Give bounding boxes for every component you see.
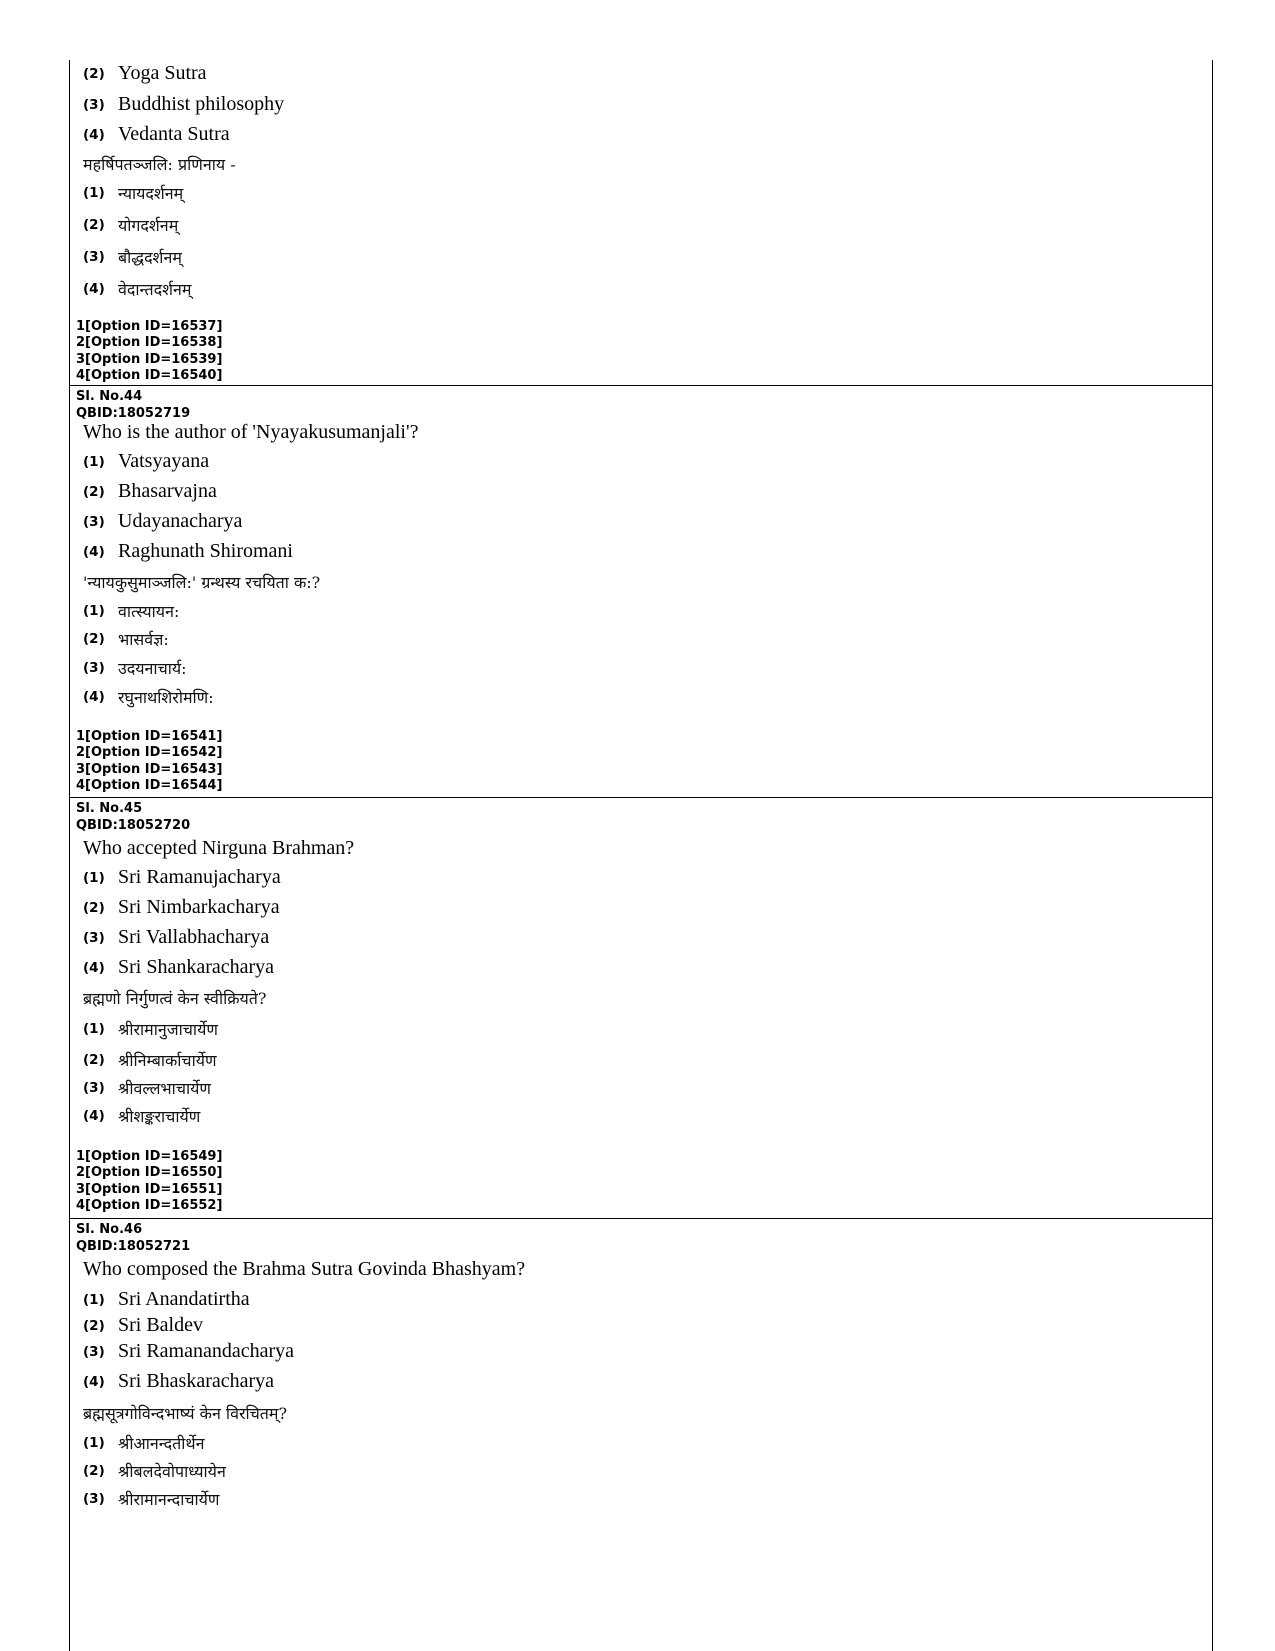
option-text: Vatsyayana — [118, 450, 210, 472]
option-text: श्रीआनन्दतीर्थेन — [118, 1434, 205, 1453]
option-number: (1) — [83, 185, 105, 201]
option-text: श्रीरामानुजाचार्येण — [118, 1020, 218, 1039]
option-text: Sri Vallabhacharya — [118, 926, 270, 948]
option-text: Raghunath Shiromani — [118, 540, 293, 562]
q45-option-en-3 — [83, 926, 269, 949]
option-number: (3) — [83, 1080, 105, 1096]
serial-number: Sl. No.45 — [76, 801, 143, 816]
question-divider — [70, 385, 1212, 386]
q46-option-en-4 — [83, 1370, 274, 1393]
option-number: (2) — [83, 631, 105, 647]
q46-question-hindi: ब्रह्मसूत्रगोविन्दभाष्यं केन विरचितम्? — [83, 1404, 288, 1423]
qbid: QBID:18052721 — [76, 1238, 191, 1254]
serial-number: Sl. No.44 — [76, 389, 143, 404]
qbid: QBID:18052720 — [76, 817, 191, 833]
option-id: 1[Option ID=16549] — [76, 1149, 223, 1164]
option-number: (4) — [83, 1373, 105, 1390]
option-text: श्रीशङ्कराचार्येण — [118, 1107, 201, 1126]
q45-option-hi-2 — [83, 1049, 217, 1071]
option-id: 1[Option ID=16541] — [76, 729, 223, 744]
option-text: Sri Ramanujacharya — [118, 866, 281, 888]
serial-number: Sl. No.46 — [76, 1222, 143, 1237]
q45-question-english: Who accepted Nirguna Brahman? — [83, 837, 355, 859]
q44-option-hi-2 — [83, 628, 169, 650]
q45-question-hindi: ब्रह्मणो निर्गुणत्वं केन स्वीक्रियते? — [83, 989, 267, 1008]
q45-header — [76, 801, 190, 834]
option-text: वेदान्तदर्शनम् — [118, 280, 192, 299]
option-number: (4) — [83, 689, 105, 705]
option-text: Sri Baldev — [118, 1314, 203, 1336]
option-id: 4[Option ID=16540] — [76, 368, 223, 384]
q46-option-hi-3 — [83, 1488, 220, 1510]
q44-option-ids — [76, 729, 222, 795]
q44-option-hi-3 — [83, 657, 187, 679]
option-number: (3) — [83, 929, 105, 946]
option-number: (3) — [83, 249, 105, 265]
option-text: Sri Anandatirtha — [118, 1288, 250, 1310]
option-text: Sri Nimbarkacharya — [118, 896, 280, 918]
option-id: 1[Option ID=16537] — [76, 319, 223, 334]
option-id: 2[Option ID=16538] — [76, 335, 223, 351]
option-text: Sri Ramanandacharya — [118, 1340, 295, 1362]
option-number: (3) — [83, 660, 105, 676]
q45-option-en-1 — [83, 866, 281, 889]
q46-option-en-1 — [83, 1288, 250, 1311]
option-text: Bhasarvajna — [118, 480, 217, 502]
option-number: (4) — [83, 126, 105, 143]
q46-option-hi-1 — [83, 1432, 205, 1454]
option-number: (1) — [83, 1435, 105, 1451]
question-divider — [70, 1218, 1212, 1219]
q46-option-hi-2 — [83, 1460, 226, 1482]
q45-option-ids — [76, 1149, 222, 1215]
q44-option-en-3 — [83, 510, 242, 533]
option-text: वात्स्यायन: — [118, 602, 180, 621]
option-id: 2[Option ID=16542] — [76, 745, 223, 761]
option-id: 4[Option ID=16544] — [76, 778, 223, 794]
q44-header — [76, 389, 190, 422]
question-paper-frame — [69, 60, 1213, 1651]
option-number: (3) — [83, 1343, 105, 1360]
option-text: Buddhist philosophy — [118, 93, 285, 115]
q45-option-en-2 — [83, 896, 280, 919]
option-text: Udayanacharya — [118, 510, 243, 532]
q44-option-hi-4 — [83, 686, 214, 708]
option-number: (2) — [83, 1463, 105, 1479]
option-number: (2) — [83, 217, 105, 233]
q45-option-en-4 — [83, 956, 274, 979]
option-number: (3) — [83, 513, 105, 530]
option-text: न्यायदर्शनम् — [118, 184, 184, 203]
option-text: भासर्वज्ञ: — [118, 630, 169, 649]
q46-option-en-3 — [83, 1340, 294, 1363]
option-number: (3) — [83, 96, 105, 113]
q44-option-en-1 — [83, 450, 209, 473]
option-id: 2[Option ID=16550] — [76, 1165, 223, 1181]
option-text: Yoga Sutra — [118, 62, 207, 84]
option-number: (2) — [83, 65, 105, 82]
option-text: श्रीवल्लभाचार्येण — [118, 1079, 211, 1098]
q43-option-en-2 — [83, 62, 207, 85]
q46-header — [76, 1222, 190, 1255]
option-number: (2) — [83, 1317, 105, 1334]
q44-question-hindi: 'न्यायकुसुमाञ्जलि:' ग्रन्थस्य रचयिता क:? — [83, 573, 321, 592]
q43-option-hi-3 — [83, 246, 182, 268]
option-text: Sri Shankaracharya — [118, 956, 275, 978]
q45-option-hi-1 — [83, 1018, 218, 1040]
option-text: Vedanta Sutra — [118, 123, 230, 145]
q45-option-hi-4 — [83, 1105, 200, 1127]
option-number: (2) — [83, 899, 105, 916]
option-text: रघुनाथशिरोमणि: — [118, 688, 214, 707]
option-number: (4) — [83, 543, 105, 560]
option-number: (1) — [83, 869, 105, 886]
option-number: (4) — [83, 1108, 105, 1124]
option-number: (1) — [83, 453, 105, 470]
q43-option-en-4 — [83, 123, 230, 146]
q43-option-en-3 — [83, 93, 284, 116]
question-divider — [70, 797, 1212, 798]
q44-question-english: Who is the author of 'Nyayakusumanjali'? — [83, 421, 419, 443]
option-text: श्रीरामानन्दाचार्येण — [118, 1490, 220, 1509]
q45-option-hi-3 — [83, 1077, 211, 1099]
option-id: 3[Option ID=16539] — [76, 351, 223, 367]
q44-option-en-2 — [83, 480, 217, 503]
option-id: 3[Option ID=16551] — [76, 1181, 223, 1197]
option-text: योगदर्शनम् — [118, 216, 179, 235]
option-number: (2) — [83, 1052, 105, 1068]
option-id: 4[Option ID=16552] — [76, 1198, 223, 1214]
option-text: उदयनाचार्य: — [118, 659, 187, 678]
option-number: (1) — [83, 1021, 105, 1037]
q44-option-en-4 — [83, 540, 293, 563]
option-number: (1) — [83, 1291, 105, 1308]
q43-question-hindi: महर्षिपतञ्जलि: प्रणिनाय - — [83, 155, 236, 174]
option-number: (4) — [83, 281, 105, 297]
q44-option-hi-1 — [83, 600, 179, 622]
q43-option-ids — [76, 319, 222, 385]
option-text: Sri Bhaskaracharya — [118, 1370, 275, 1392]
option-text: श्रीबलदेवोपाध्यायेन — [118, 1462, 226, 1481]
qbid: QBID:18052719 — [76, 405, 191, 421]
option-id: 3[Option ID=16543] — [76, 761, 223, 777]
option-text: बौद्धदर्शनम् — [118, 248, 182, 267]
q46-option-en-2 — [83, 1314, 203, 1337]
option-text: श्रीनिम्बार्काचार्येण — [118, 1051, 217, 1070]
option-number: (1) — [83, 603, 105, 619]
q46-question-english: Who composed the Brahma Sutra Govinda Bhashyam? — [83, 1258, 526, 1280]
q43-option-hi-2 — [83, 214, 178, 236]
option-number: (4) — [83, 959, 105, 976]
option-number: (3) — [83, 1491, 105, 1507]
q43-option-hi-4 — [83, 278, 191, 300]
q43-option-hi-1 — [83, 182, 183, 204]
option-number: (2) — [83, 483, 105, 500]
